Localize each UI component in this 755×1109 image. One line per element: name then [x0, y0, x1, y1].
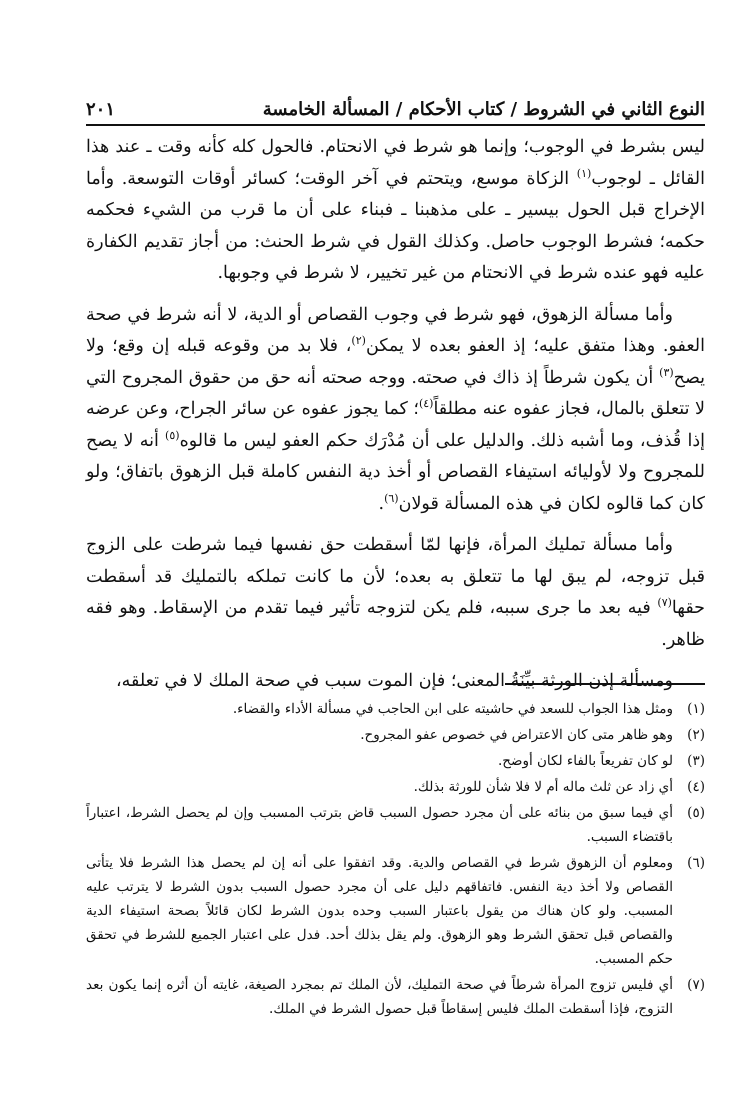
footnote-number: (٦) — [687, 855, 705, 871]
paragraph-3 — [86, 530, 705, 656]
running-header-title: النوع الثاني في الشروط / كتاب الأحكام / المسألة الخامسة — [262, 99, 705, 120]
footnote-number: (١) — [687, 701, 705, 717]
footnote-text: لو كان تفريعاً بالفاء لكان أوضح. — [497, 753, 673, 769]
footnote-text: ومعلوم أن الزهوق شرط في القصاص والدية. وقد اتفقوا على أنه إن لم يحصل هذا الشرط فلا يتأتى القصاص ولا أخذ دية النفس. فاتفاقهم دليل على أن مجرد حصول السبب بدون الشرط لا يترتب عليه المسبب. ولو كان هناك من يقول باعتبار السبب وحده بدون الشرط لكان قائلاً بصحة استيفاء الدية والقصاص قبل تحقق الشرط وهو الزهوق. ولم يقل بذلك أحد. فدل على اعتبار الجميع للشرط في تحقق حكم المسبب. — [86, 855, 673, 967]
paragraph-1-part-a: ليس بشرط في الوجوب؛ وإنما هو شرط في الانحتام. فالحول كله كأنه وقت ـ عند هذا القائل ـ لوجوب — [86, 137, 705, 189]
footnote-2 — [86, 723, 705, 747]
footnote-text: أي فيما سبق من بنائه على أن مجرد حصول السبب قاض بترتب المسبب وإن لم يحصل الشرط، اعتباراً باقتضاء السبب. — [86, 805, 673, 845]
footnote-text: ومثل هذا الجواب للسعد في حاشيته على ابن الحاجب في مسألة الأداء والقضاء. — [232, 701, 673, 717]
paragraph-2-part-b: ، فلا بد من وقوعه قبله إن وقع؛ ولا يصح — [86, 336, 705, 388]
main-text — [86, 132, 705, 708]
paragraph-1-part-b: الزكاة موسع، ويتحتم في آخر الوقت؛ كسائر أوقات التوسعة. وأما الإخراج قبل الحول بيسير ـ على مذهبنا ـ فبناء على أن ما قرب من الشيء فحكمه حكمه؛ فشرط الوجوب حاصل. وكذلك القول في شرط الحنث: من أجاز تقديم الكفارة عليه فهو عنده شرط في الانحتام من غير تخيير، لا شرط في وجوبها. — [86, 168, 705, 283]
footnote-ref-4: (٤) — [418, 397, 434, 411]
paragraph-3-part-a: وأما مسألة تمليك المرأة، فإنها لمّا أسقطت حق نفسها فيما شرطت على الزوج قبل تزوجه، لم يبق لها ما تتعلق به بعده؛ لأن ما كانت تملكه بالتمليك قد أسقطت حقها — [86, 535, 705, 618]
footnote-ref-7: (٧) — [657, 596, 672, 610]
footnote-number: (٣) — [687, 753, 705, 769]
footnote-5 — [86, 801, 705, 849]
page-number: ٢٠١ — [86, 99, 116, 120]
footnote-1 — [86, 697, 705, 721]
footnote-ref-2: (٢) — [351, 334, 366, 348]
footnote-ref-6: (٦) — [384, 491, 399, 505]
footnote-number: (٢) — [687, 727, 705, 743]
footnote-separator — [505, 683, 705, 685]
footnote-number: (٧) — [687, 977, 705, 993]
paragraph-2-part-d: ؛ كما يجوز عفوه عن سائر الجراح، وعن عرضه إذا قُذف، وما أشبه ذلك. والدليل على أن مُدْرَك حكم العفو ليس ما قالوه — [86, 399, 705, 451]
footnote-text: أي فليس تزوج المرأة شرطاً في صحة التمليك، لأن الملك تم بمجرد الصيغة، غايته أن أثره إنما يكون بعد التزوج، فإذا أسقطت الملك فليس إسقاطاً قبل حصول الشرط في الملك. — [86, 977, 673, 1017]
footnote-ref-1: (١) — [576, 166, 592, 180]
footnote-3 — [86, 749, 705, 773]
footnote-7 — [86, 973, 705, 1021]
footnote-text: أي زاد عن ثلث ماله أم لا فلا شأن للورثة بذلك. — [413, 779, 673, 795]
paragraph-2-part-c: أن يكون شرطاً إذ ذاك في صحته. ووجه صحته أنه حق من حقوق المجروح التي لا تتعلق بالمال، فجاز عفوه عنه مطلقاً — [86, 367, 705, 419]
running-header — [86, 86, 705, 126]
paragraph-1 — [86, 132, 705, 290]
paragraph-2-part-a: وأما مسألة الزهوق، فهو شرط في وجوب القصاص أو الدية، لا أنه شرط في صحة العفو. وهذا متفق عليه؛ إذ العفو بعده لا يمكن — [86, 304, 705, 356]
paragraph-4: ومسألة إذن الورثة بيِّنَةُ المعنى؛ فإن الموت سبب في صحة الملك لا في تعلقه، — [115, 671, 673, 691]
paragraph-2-part-f: . — [378, 493, 385, 514]
footnote-text: وهو ظاهر متى كان الاعتراض في خصوص عفو المجروح. — [360, 727, 673, 743]
footnotes — [86, 697, 705, 1023]
footnote-number: (٤) — [687, 779, 705, 795]
footnote-ref-3: (٣) — [659, 365, 674, 379]
footnote-number: (٥) — [687, 805, 705, 821]
paragraph-3-part-b: فيه بعد ما جرى سببه، فلم يكن لتزوجه تأثير فيما تقدم من الإسقاط. وهو فقه ظاهر. — [86, 598, 705, 650]
paragraph-2-part-e: أنه لا يصح للمجروح ولا لأوليائه استيفاء القصاص أو أخذ دية النفس كاملة قبل الزهوق باتفاق؛ ولو كان كما قالوه لكان في هذه المسألة قولان — [86, 430, 705, 514]
footnote-4 — [86, 775, 705, 799]
paragraph-2 — [86, 300, 705, 521]
footnote-6 — [86, 851, 705, 971]
footnote-ref-5: (٥) — [165, 428, 180, 442]
